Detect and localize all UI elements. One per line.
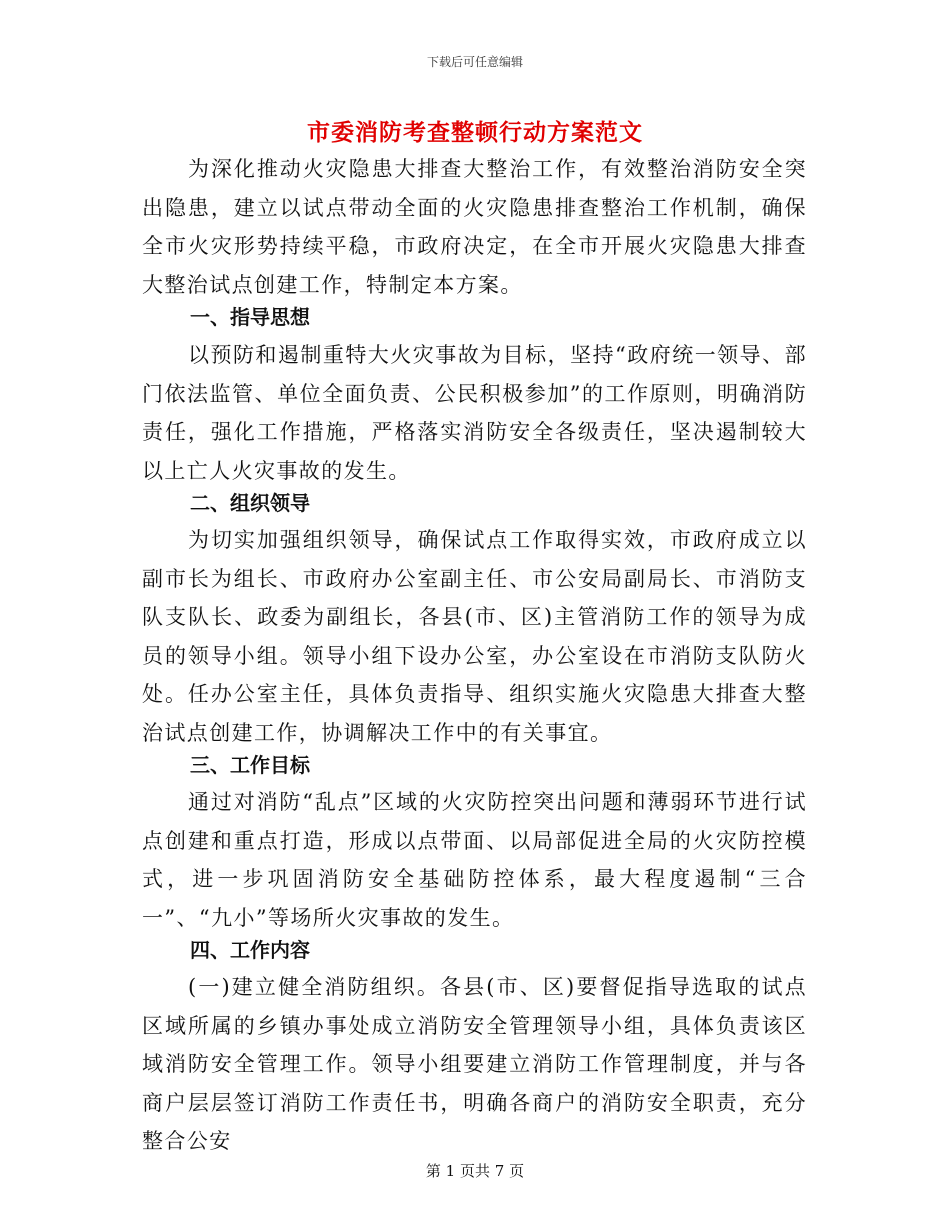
intro-paragraph: 为深化推动火灾隐患大排查大整治工作，有效整治消防安全突出隐患，建立以试点带动全面的火灾隐患排查整治工作机制，确保全市火灾形势持续平稳，市政府决定，在全市开展火灾隐患大排查大整治试点创建工作，特制定本方案。: [142, 157, 807, 297]
section-2-paragraph: 为切实加强组织领导，确保试点工作取得实效，市政府成立以副市长为组长、市政府办公室副主任、市公安局副局长、市消防支队支队长、政委为副组长，各县(市、区)主管消防工作的领导为成员的领导小组。领导小组下设办公室，办公室设在市消防支队防火处。任办公室主任，具体负责指导、组织实施火灾隐患大排查大整治试点创建工作，协调解决工作中的有关事宜。: [142, 528, 807, 745]
section-4-paragraph: (一)建立健全消防组织。各县(市、区)要督促指导选取的试点区域所属的乡镇办事处成立消防安全管理领导小组，具体负责该区域消防安全管理工作。领导小组要建立消防工作管理制度，并与各商户层层签订消防工作责任书，明确各商户的消防安全职责，充分整合公安: [142, 975, 807, 1153]
section-heading-content: 四、工作内容: [190, 938, 310, 962]
page-number: 第 1 页共 7 页: [425, 1162, 525, 1180]
section-1-paragraph: 以预防和遏制重特大火灾事故为目标，坚持“政府统一领导、部门依法监管、单位全面负责、公民积极参加”的工作原则，明确消防责任，强化工作措施，严格落实消防安全各级责任，坚决遏制较大以上亡人火灾事故的发生。: [142, 343, 807, 483]
header-note: 下载后可任意编辑: [426, 55, 523, 69]
section-heading-goals: 三、工作目标: [190, 753, 310, 777]
section-heading-guiding-ideology: 一、指导思想: [190, 305, 310, 329]
section-3-paragraph: 通过对消防“乱点”区域的火灾防控突出问题和薄弱环节进行试点创建和重点打造，形成以点带面、以局部促进全局的火灾防控模式，进一步巩固消防安全基础防控体系，最大程度遏制“三合一”、“九小”等场所火灾事故的发生。: [142, 790, 807, 930]
section-heading-organization: 二、组织领导: [190, 491, 310, 515]
document-title: 市委消防考查整顿行动方案范文: [307, 119, 643, 146]
